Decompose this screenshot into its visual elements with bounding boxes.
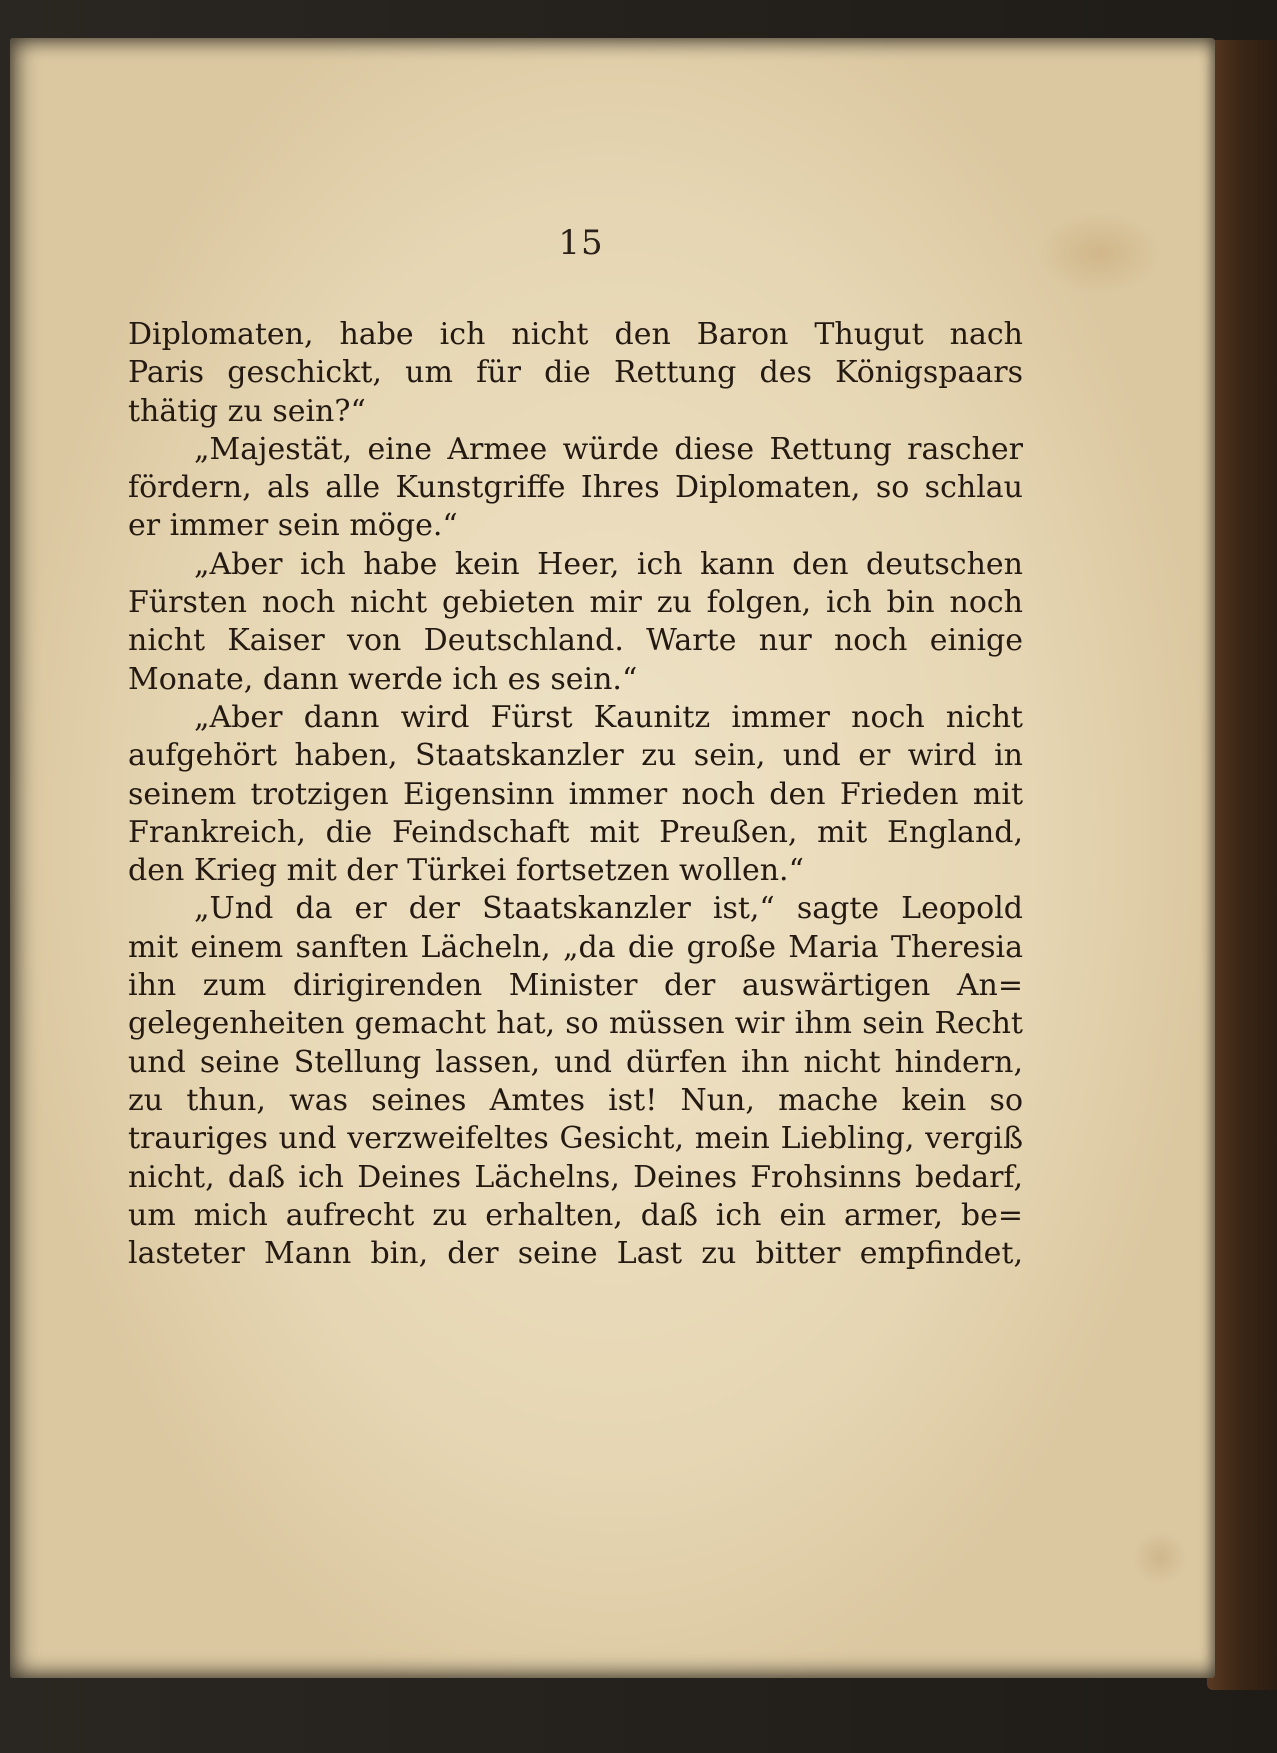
book-cover-edge <box>1207 40 1277 1690</box>
text-line: Diplomaten, habe ich nicht den Baron Thugut nach <box>128 317 1023 352</box>
text-line: fördern, als alle Kunstgriffe Ihres Diplomaten, so schlau <box>128 470 1023 506</box>
body-text <box>128 316 1023 1273</box>
text-line: Monate, dann werde ich es sein.“ <box>128 661 638 697</box>
text-line: „Majestät, eine Armee würde diese Rettung rascher <box>194 431 1023 467</box>
text-line: und seine Stellung lassen, und dürfen ihn nicht hindern, <box>128 1044 1023 1080</box>
text-line: Fürsten noch nicht gebieten mir zu folgen, ich bin noch <box>128 585 1023 621</box>
text-line: nicht Kaiser von Deutschland. Warte nur noch einige <box>128 623 1023 659</box>
text-line: „Aber dann wird Fürst Kaunitz immer noch nicht <box>194 699 1023 735</box>
text-line: um mich aufrecht zu erhalten, daß ich ein armer, be= <box>128 1197 1023 1233</box>
text-line: er immer sein möge.“ <box>128 508 458 544</box>
text-line: zu thun, was seines Amtes ist! Nun, mache kein so <box>128 1082 1023 1118</box>
text-line: mit einem sanften Lächeln, „da die große Maria Theresia <box>128 929 1023 965</box>
page-number: 15 <box>558 223 604 263</box>
text-line: thätig zu sein?“ <box>128 393 366 429</box>
text-line: trauriges und verzweifeltes Gesicht, mein Liebling, vergiß <box>128 1121 1023 1157</box>
text-line: Frankreich, die Feindschaft mit Preußen, mit England, <box>128 814 1023 850</box>
text-line: den Krieg mit der Türkei fortsetzen wollen.“ <box>128 853 804 889</box>
text-line: gelegenheiten gemacht hat, so müssen wir ihm sein Recht <box>128 1006 1023 1042</box>
text-line: lasteter Mann bin, der seine Last zu bitter empfindet, <box>128 1236 1023 1272</box>
book-page <box>10 38 1215 1678</box>
text-line: „Aber ich habe kein Heer, ich kann den deutschen <box>194 546 1023 582</box>
text-line: aufgehört haben, Staatskanzler zu sein, und er wird in <box>128 738 1023 774</box>
text-line: „Und da er der Staatskanzler ist,“ sagte Leopold <box>194 891 1023 927</box>
text-line: Paris geschickt, um für die Rettung des Königspaars <box>128 355 1023 391</box>
text-line: seinem trotzigen Eigensinn immer noch den Frieden mit <box>128 776 1023 812</box>
text-line: ihn zum dirigirenden Minister der auswärtigen An= <box>128 968 1023 1004</box>
text-line: nicht, daß ich Deines Lächelns, Deines Frohsinns bedarf, <box>128 1159 1023 1195</box>
